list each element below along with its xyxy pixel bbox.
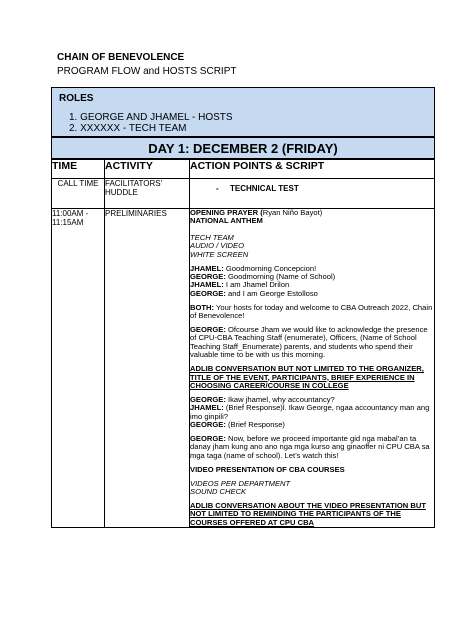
tech-team-notes: [190, 234, 434, 259]
row1-activity: FACILITATORS' HUDDLE: [105, 179, 190, 209]
table-row: [52, 209, 435, 528]
speaker-label: JHAMEL:: [190, 280, 224, 290]
roles-item: 1. GEORGE AND JHAMEL - HOSTS: [69, 112, 233, 123]
header-activity: ACTIVITY: [105, 160, 190, 179]
row1-action: [190, 179, 435, 209]
video-note: VIDEOS PER DEPARTMENT: [190, 478, 291, 488]
speaker-label: GEORGE:: [190, 394, 226, 404]
video-note: SOUND CHECK: [190, 486, 247, 496]
script-line: Ofcourse Jham we would like to acknowledge the presence of CPU-CBA Teaching Staff (enumerate), Officers, (Name of School Teaching Staff_Enumerate) parents, and students who spend their valuable time to be with us this morning.: [190, 324, 428, 360]
roles-list: [69, 112, 233, 134]
script-line: (Brief Response): [225, 420, 285, 430]
script-line: Goodmorning Concepcion!: [223, 263, 317, 273]
video-notes: [190, 480, 434, 497]
header-action-points: ACTION POINTS & SCRIPT: [190, 160, 435, 179]
tech-note: WHITE SCREEN: [190, 249, 249, 259]
video-presentation-heading: VIDEO PRESENTATION OF CBA COURSES: [190, 464, 345, 474]
proceed-line: [190, 435, 434, 460]
document-subtitle: PROGRAM FLOW and HOSTS SCRIPT: [57, 66, 237, 77]
adlib-instruction: ADLIB CONVERSATION ABOUT THE VIDEO PRESENTATION BUT NOT LIMITED TO REMINDING THE PARTICIPANTS OF THE COURSES OFFERED AT CPU CBA: [190, 500, 426, 527]
speaker-label: GEORGE:: [190, 433, 226, 443]
speaker-label: JHAMEL:: [190, 263, 224, 273]
script-line: and I am George Estolloso: [225, 288, 318, 298]
script-line: I am Jhamel Drilon: [223, 280, 290, 290]
day-heading: DAY 1: DECEMBER 2 (FRIDAY): [51, 137, 435, 159]
adlib-instruction: ADLIB CONVERSATION BUT NOT LIMITED TO THE ORGANIZER, TITLE OF THE EVENT, PARTICIPANTS, BRIEF EXPERIENCE IN CHOOSING CAREER/COURSE IN COLLEGE: [190, 364, 424, 390]
national-anthem-label: NATIONAL ANTHEM: [190, 216, 263, 226]
speaker-label: GEORGE:: [190, 288, 226, 298]
row2-script: [190, 209, 435, 528]
both-line: [190, 304, 434, 321]
script-line: (Brief Response)l. Ikaw George, ngaa accountancy man ang imo ginpili?: [190, 403, 430, 421]
speaker-label: GEORGE:: [190, 420, 226, 430]
script-line: Your hosts for today and welcome to CBA Outreach 2022, Chain of Benevolence!: [190, 302, 433, 321]
header-time: TIME: [52, 160, 105, 179]
greeting-lines: [190, 265, 434, 299]
opening-prayer-label: OPENING PRAYER (: [190, 208, 263, 217]
speaker-label: BOTH:: [190, 302, 215, 312]
speaker-label: JHAMEL:: [190, 403, 224, 413]
row1-time: CALL TIME: [52, 179, 105, 209]
opening-prayer-close: ): [319, 208, 323, 217]
row2-activity: PRELIMINARIES: [105, 209, 190, 528]
script-line: Goodmorning (Name of School): [225, 271, 336, 281]
script-line: Now, before we proceed importante gid nga mabal’an ta danay jham kung ano ano nga mga kurso ang ginaoffer ni CPU CBA sa mga taga (name of school). Let’s watch this!: [190, 433, 430, 460]
conversation-lines: [190, 396, 434, 430]
roles-box: [51, 87, 435, 137]
table-row: [52, 179, 435, 209]
schedule-table: [51, 159, 435, 528]
bullet-dash: -: [216, 184, 219, 193]
acknowledge-line: [190, 326, 434, 360]
table-header-row: [52, 160, 435, 179]
roles-item: 2. XXXXXX - TECH TEAM: [69, 123, 187, 134]
document-title: CHAIN OF BENEVOLENCE: [57, 52, 185, 63]
tech-note: TECH TEAM: [190, 232, 234, 242]
speaker-label: GEORGE:: [190, 271, 226, 281]
row2-time: 11:00AM - 11:15AM: [52, 209, 105, 528]
tech-note: AUDIO / VIDEO: [190, 241, 245, 251]
roles-heading: ROLES: [59, 93, 94, 104]
script-line: Ikaw jhamel, why accountancy?: [225, 394, 335, 404]
opening-prayer-name: Ryan Niño Bayot: [262, 208, 320, 217]
technical-test-label: TECHNICAL TEST: [230, 184, 299, 193]
speaker-label: GEORGE:: [190, 324, 226, 334]
